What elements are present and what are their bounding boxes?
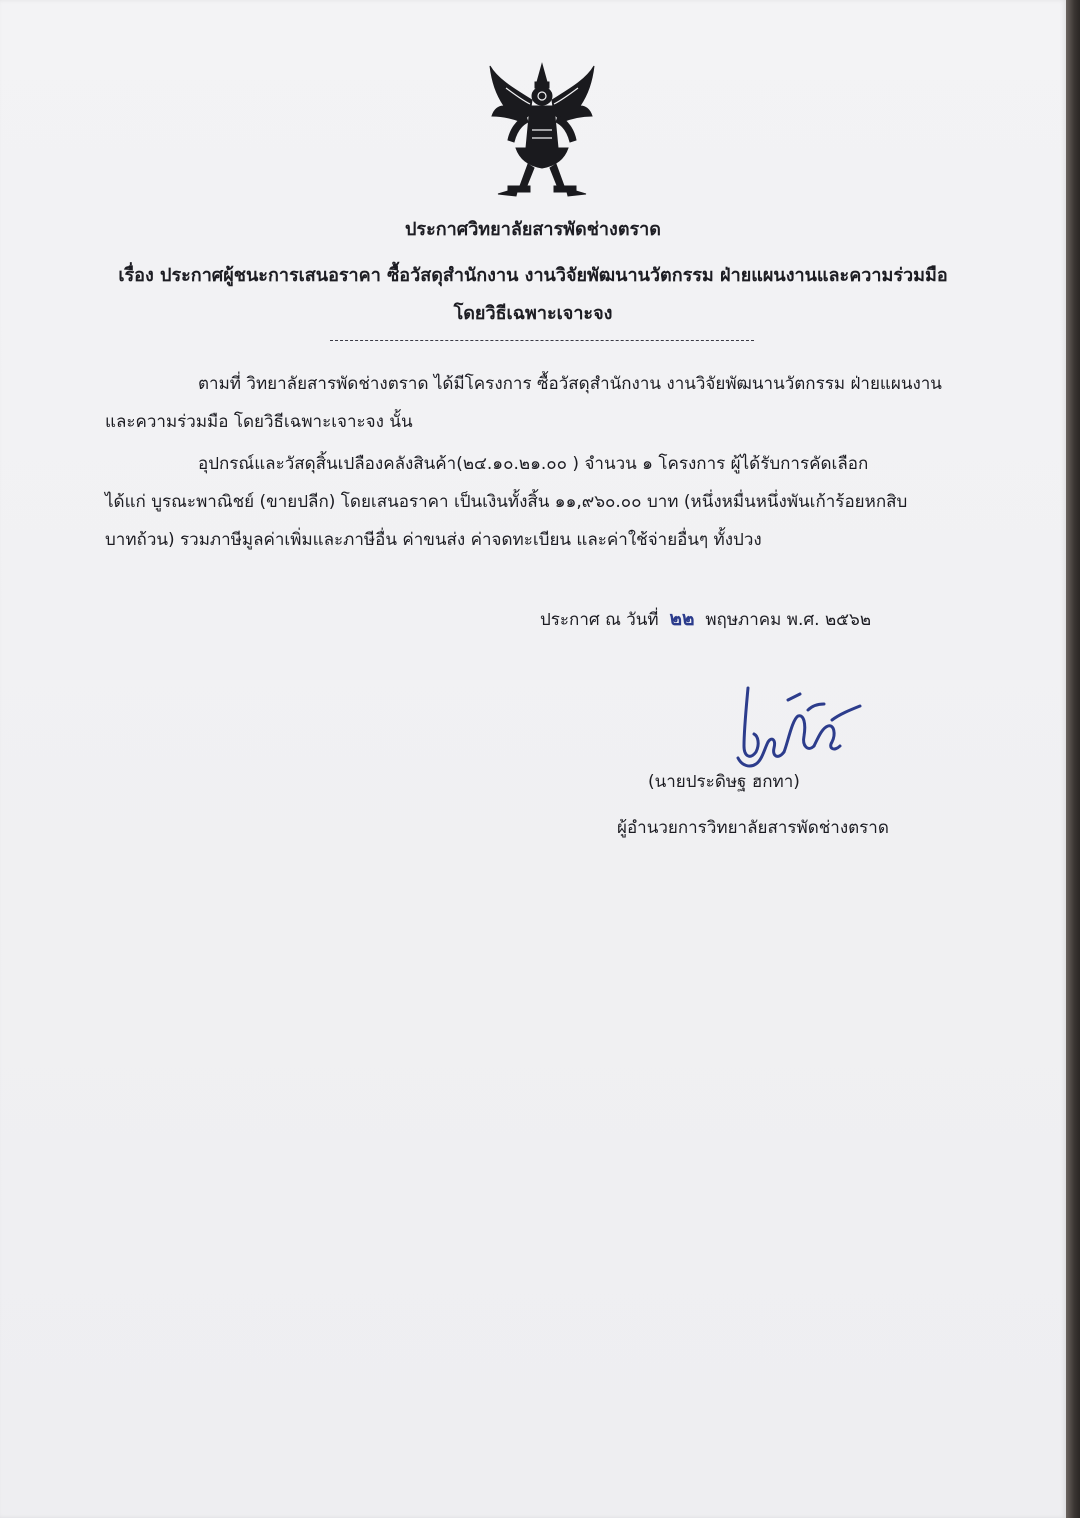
signatory-name: (นายประดิษฐ ฮกทา) — [648, 772, 800, 792]
title-divider — [330, 340, 754, 341]
paragraph-1-line-2: และความร่วมมือ โดยวิธีเฉพาะเจาะจง นั้น — [105, 412, 413, 432]
announcement-prefix: ประกาศ ณ วันที่ — [540, 610, 659, 630]
announcement-date — [540, 610, 871, 629]
signatory-position: ผู้อำนวยการวิทยาลัยสารพัดช่างตราด — [617, 818, 889, 838]
document-title: ประกาศวิทยาลัยสารพัดช่างตราด — [405, 219, 661, 240]
paragraph-2-line-1: อุปกรณ์และวัสดุสิ้นเปลืองคลังสินค้า(๒๔.๑๐.๒๑.๐๐ ) จำนวน ๑ โครงการ ผู้ได้รับการคัดเลือก — [198, 454, 869, 474]
paragraph-1-line-1: ตามที่ วิทยาลัยสารพัดช่างตราด ได้มีโครงการ ซื้อวัสดุสำนักงาน งานวิจัยพัฒนานวัตกรรม ฝ่ายแผนงาน — [198, 374, 942, 394]
signature-icon — [728, 680, 868, 780]
paragraph-2-line-2: ได้แก่ บูรณะพาณิชย์ (ขายปลีก) โดยเสนอราคา เป็นเงินทั้งสิ้น ๑๑,๙๖๐.๐๐ บาท (หนึ่งหมื่นหนึ่งพันเก้าร้อยหกสิบ — [105, 492, 908, 512]
announcement-month-year: พฤษภาคม พ.ศ. ๒๕๖๒ — [705, 610, 872, 630]
document-subject: เรื่อง ประกาศผู้ชนะการเสนอราคา ซื้อวัสดุสำนักงาน งานวิจัยพัฒนานวัตกรรม ฝ่ายแผนงานและความร่วมมือ — [118, 265, 948, 286]
announcement-day: ๒๒ — [669, 608, 695, 630]
page-edge-shadow — [1066, 0, 1080, 1518]
paragraph-2-line-3: บาทถ้วน) รวมภาษีมูลค่าเพิ่มและภาษีอื่น ค่าขนส่ง ค่าจดทะเบียน และค่าใช้จ่ายอื่นๆ ทั้งปวง — [105, 530, 762, 550]
garuda-emblem-icon — [486, 60, 598, 200]
procurement-method: โดยวิธีเฉพาะเจาะจง — [453, 303, 613, 324]
